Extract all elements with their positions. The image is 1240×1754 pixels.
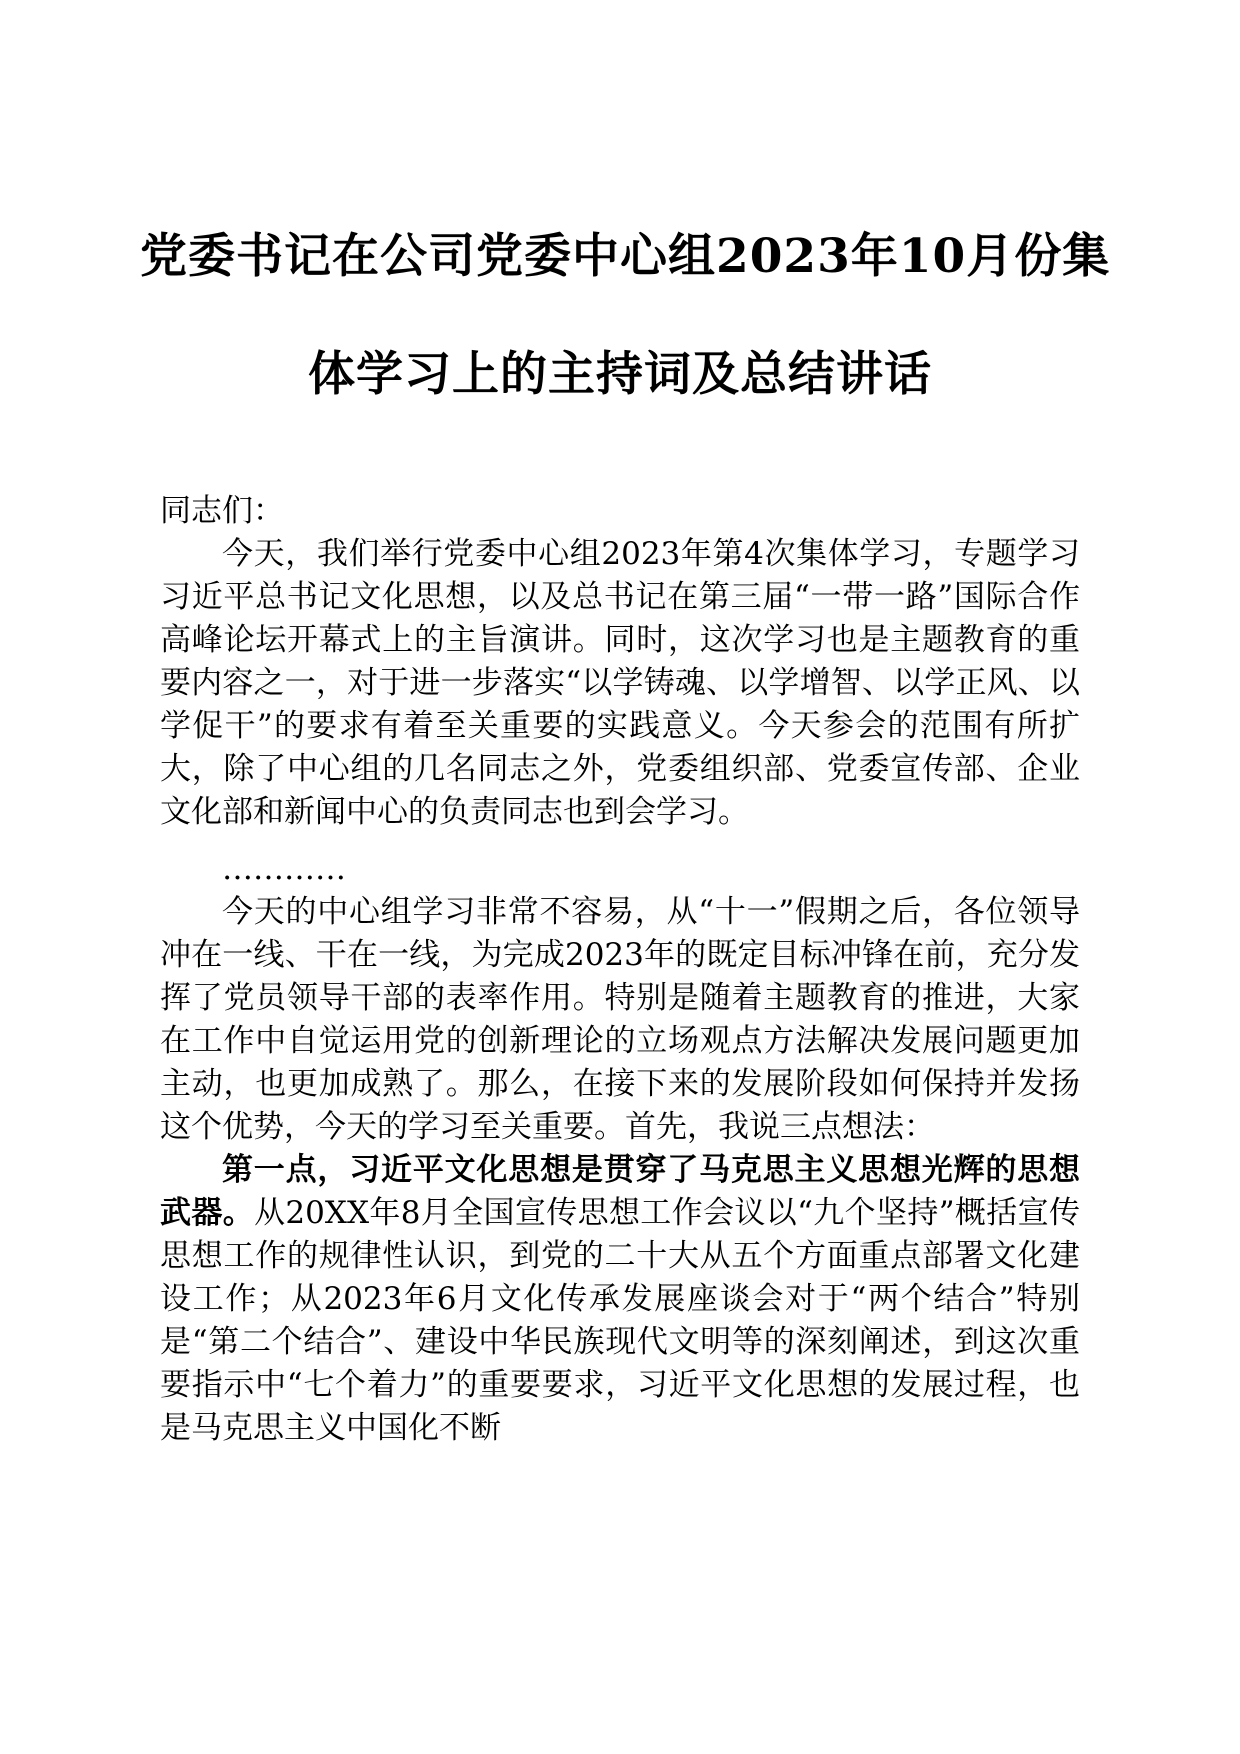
salutation: 同志们： xyxy=(160,493,284,529)
paragraph-point-one xyxy=(160,1149,1080,1450)
point-one-body: 从20XX年8月全国宣传思想工作会议以“九个坚持”概括宣传思想工作的规律性认识，到党的二十大从五个方面重点部署文化建设工作；从2023年6月文化传承发展座谈会对于“两个结合”特别是“第二个结合”、建设中华民族现代文明等的深刻阐述，到这次重要指示中“七个着力”的重要要求，习近平文化思想的发展过程，也是马克思主义中国化不断 xyxy=(160,1195,1080,1446)
ellipsis-separator: ………… xyxy=(222,851,346,887)
paragraph-opening: 今天，我们举行党委中心组2023年第4次集体学习，专题学习习近平总书记文化思想，以及总书记在第三届“一带一路”国际合作高峰论坛开幕式上的主旨演讲。同时，这次学习也是主题教育的重要内容之一，对于进一步落实“以学铸魂、以学增智、以学正风、以学促干”的要求有着至关重要的实践意义。今天参会的范围有所扩大，除了中心组的几名同志之外，党委组织部、党委宣传部、企业文化部和新闻中心的负责同志也到会学习。 xyxy=(160,536,1080,830)
document-title-line-2: 体学习上的主持词及总结讲话 xyxy=(308,347,932,402)
document-title-line-1: 党委书记在公司党委中心组2023年10月份集 xyxy=(140,229,1111,284)
point-one-heading: 第一点，习近平文化思想是贯穿了马克思主义思想光辉的思想武器。 xyxy=(160,1152,1080,1231)
document-body xyxy=(160,490,1080,1450)
paragraph-context: 今天的中心组学习非常不容易，从“十一”假期之后，各位领导冲在一线、干在一线，为完成2023年的既定目标冲锋在前，充分发挥了党员领导干部的表率作用。特别是随着主题教育的推进，大家在工作中自觉运用党的创新理论的立场观点方法解决发展问题更加主动，也更加成熟了。那么，在接下来的发展阶段如何保持并发扬这个优势，今天的学习至关重要。首先，我说三点想法： xyxy=(160,894,1080,1145)
